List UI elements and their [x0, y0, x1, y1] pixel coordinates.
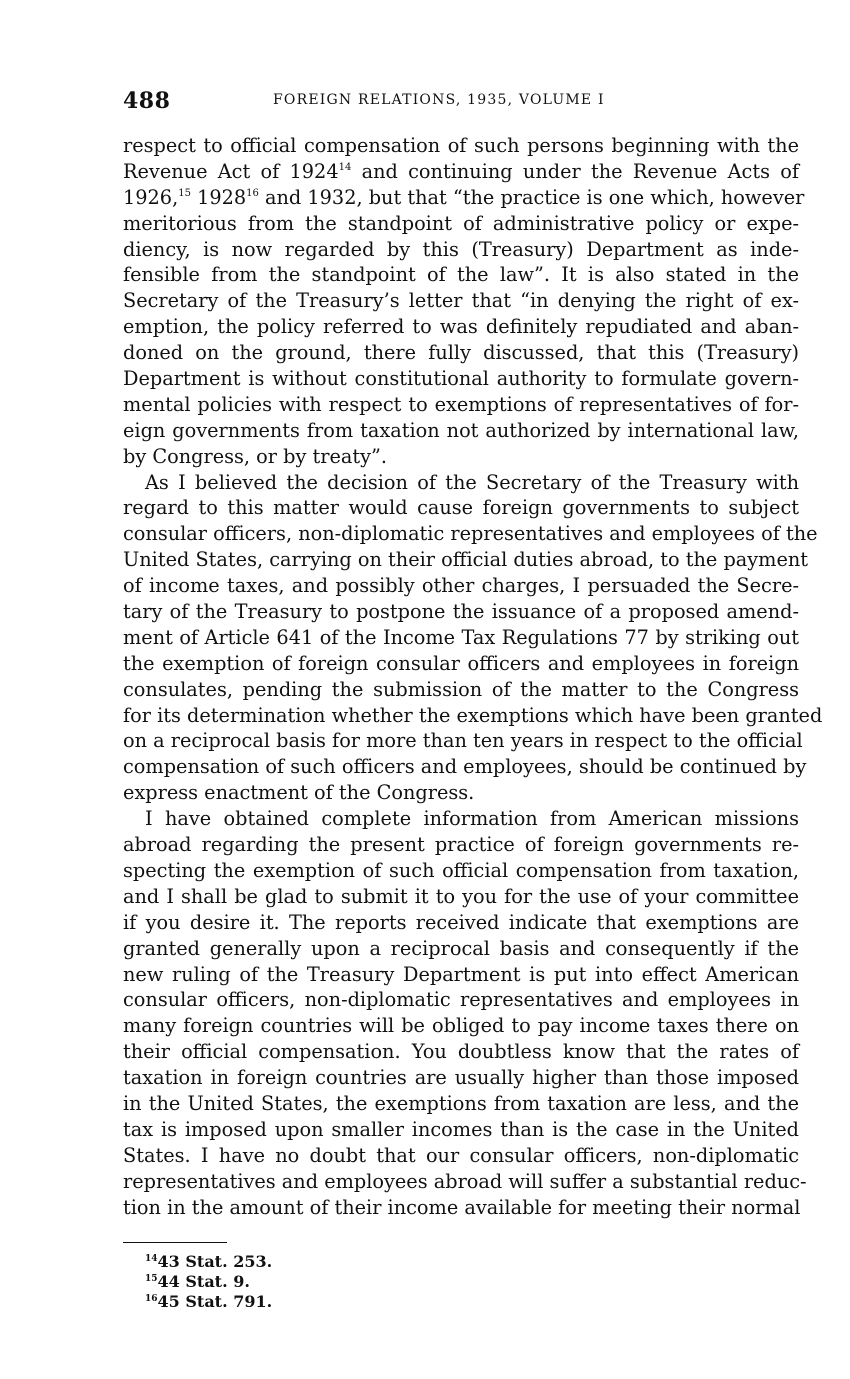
text-line: if you desire it. The reports received indicate that exemptions are — [123, 910, 799, 934]
text-line: on a reciprocal basis for more than ten years in respect to the official — [123, 729, 803, 753]
text-line: compensation of such officers and employees, should be continued by — [123, 755, 807, 779]
footnote-number: 15 — [145, 1274, 158, 1284]
text-line: granted generally upon a reciprocal basis and consequently if the — [123, 936, 799, 960]
page-number: 488 — [123, 88, 171, 114]
text-line: representatives and employees abroad will suffer a substantial reduc- — [123, 1169, 807, 1193]
text-line: 1926,15 1928$^{16}$ and 1932, but that “the practice is one which, however — [123, 185, 805, 209]
text-line: and I shall be glad to submit it to you for the use of your committee — [123, 884, 799, 908]
text-line: fensible from the standpoint of the law”. It is also stated in the — [123, 263, 799, 287]
footnote-number: 14 — [145, 1254, 158, 1264]
text-line: in the United States, the exemptions from taxation are less, and the — [123, 1091, 799, 1115]
text-line: regard to this matter would cause foreign governments to subject — [123, 496, 799, 520]
text-line: I have obtained complete information from American missions — [145, 807, 799, 831]
text-line: for its determination whether the exemptions which have been granted — [123, 703, 823, 727]
footnote-reference: 16 — [246, 187, 259, 199]
text-line: United States, carrying on their official duties abroad, to the payment — [123, 548, 809, 572]
text-line: Department is without constitutional authority to formulate govern- — [123, 367, 799, 391]
text-line: consular officers, non-diplomatic representatives and employees in — [123, 988, 799, 1012]
text-line: ment of Article 641 of the Income Tax Regulations 77 by striking out — [123, 625, 799, 649]
footnote-reference: 15 — [178, 187, 191, 199]
footnote: $^{16}$45 Stat. 791. — [145, 1292, 273, 1311]
text-line: of income taxes, and possibly other charges, I persuaded the Secre- — [123, 574, 799, 598]
text-line: many foreign countries will be obliged to pay income taxes there on — [123, 1014, 799, 1038]
text-line: by Congress, or by treaty”. — [123, 444, 387, 468]
text-line: taxation in foreign countries are usually higher than those imposed — [123, 1066, 799, 1090]
text-line: emption, the policy referred to was definitely repudiated and aban- — [123, 315, 799, 339]
text-line: eign governments from taxation not authorized by international law, — [123, 418, 799, 442]
text-line: mental policies with respect to exemptions of representatives of for- — [123, 392, 799, 416]
text-line: specting the exemption of such official compensation from taxation, — [123, 858, 799, 882]
text-line: Secretary of the Treasury’s letter that “in denying the right of ex- — [123, 289, 799, 313]
text-line: tax is imposed upon smaller incomes than is the case in the United — [123, 1117, 799, 1141]
footnote: $^{14}$43 Stat. 253. — [145, 1252, 273, 1271]
text-line: the exemption of foreign consular officers and employees in foreign — [123, 651, 799, 675]
text-line: consular officers, non-diplomatic representatives and employees of the — [123, 522, 818, 546]
text-line: consulates, pending the submission of the matter to the Congress — [123, 677, 799, 701]
text-line: new ruling of the Treasury Department is put into effect American — [123, 962, 799, 986]
text-line: their official compensation. You doubtless know that the rates of — [123, 1040, 799, 1064]
page-header — [123, 88, 799, 116]
footnote-reference: 14 — [338, 161, 352, 173]
text-line: diency, is now regarded by this (Treasury) Department as inde- — [123, 237, 799, 261]
footnotes — [145, 1252, 545, 1312]
text-line: tion in the amount of their income available for meeting their normal — [123, 1195, 801, 1219]
text-line: respect to official compensation of such persons beginning with the — [123, 134, 799, 157]
text-line: express enactment of the Congress. — [123, 781, 475, 805]
text-line: States. I have no doubt that our consular officers, non-diplomatic — [123, 1143, 799, 1167]
footnote: $^{15}$44 Stat. 9. — [145, 1272, 250, 1291]
text-line: As I believed the decision of the Secretary of the Treasury with — [145, 470, 799, 494]
text-line: abroad regarding the present practice of foreign governments re- — [123, 833, 799, 857]
body-text — [123, 133, 823, 1220]
text-line: meritorious from the standpoint of administrative policy or expe- — [123, 211, 799, 235]
footnote-number: 16 — [145, 1294, 158, 1304]
text-line: doned on the ground, there fully discussed, that this (Treasury) — [123, 341, 799, 365]
footnote-divider — [123, 1242, 227, 1243]
running-title: FOREIGN RELATIONS, 1935, VOLUME I — [273, 92, 605, 108]
text-line: Revenue Act of 1924$^{14}$ and continuing under the Revenue Acts of — [123, 159, 799, 183]
text-line: tary of the Treasury to postpone the issuance of a proposed amend- — [123, 600, 799, 624]
